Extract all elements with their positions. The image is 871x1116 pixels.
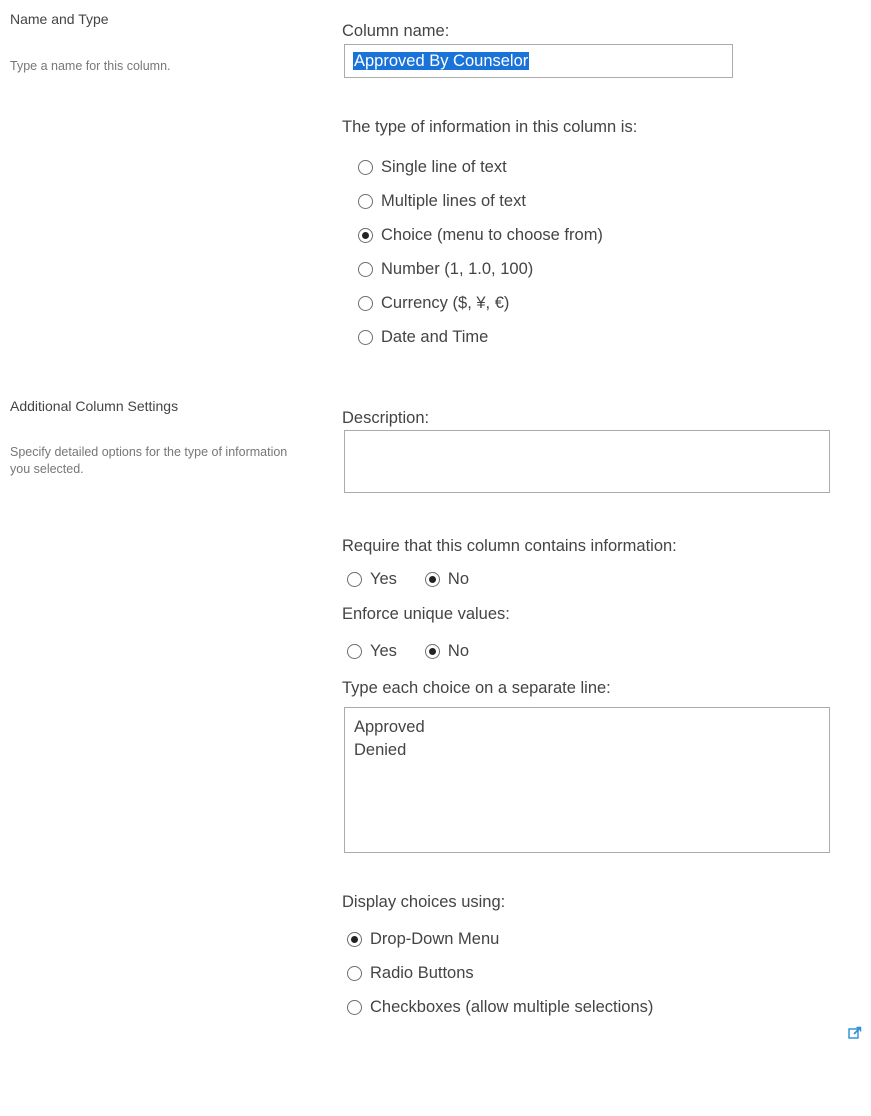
type-option-single-line[interactable] — [358, 150, 603, 184]
display-label: Display choices using: — [342, 893, 506, 911]
radio-icon[interactable] — [358, 296, 373, 311]
radio-icon[interactable] — [347, 572, 362, 587]
section-title-additional: Additional Column Settings — [10, 398, 179, 414]
description-field[interactable] — [344, 430, 830, 493]
radio-icon[interactable] — [358, 194, 373, 209]
radio-icon[interactable] — [358, 262, 373, 277]
require-label: Require that this column contains information: — [342, 537, 677, 555]
type-option-choice[interactable] — [358, 218, 603, 252]
radio-icon[interactable] — [358, 330, 373, 345]
display-radio-group — [347, 922, 653, 1024]
choices-field[interactable] — [344, 707, 830, 853]
radio-icon[interactable] — [347, 644, 362, 659]
unique-yes-option[interactable] — [347, 642, 397, 661]
display-option-radio-buttons[interactable] — [347, 956, 653, 990]
choice-line: Denied — [354, 741, 407, 759]
unique-radio-group — [347, 634, 497, 668]
type-label: The type of information in this column is: — [342, 118, 638, 136]
unique-no-option[interactable] — [425, 642, 469, 661]
radio-icon[interactable] — [358, 160, 373, 175]
display-option-checkboxes[interactable] — [347, 990, 653, 1024]
require-yes-label: Yes — [370, 569, 397, 588]
description-label: Description: — [342, 409, 430, 427]
require-radio-group — [347, 562, 497, 596]
require-no-option[interactable] — [425, 570, 469, 589]
edit-popout-icon[interactable] — [848, 1026, 862, 1040]
display-option-label: Checkboxes (allow multiple selections) — [370, 997, 654, 1016]
column-name-label: Column name: — [342, 22, 450, 40]
require-yes-option[interactable] — [347, 570, 397, 589]
radio-icon[interactable] — [347, 966, 362, 981]
type-radio-group — [358, 150, 603, 354]
unique-label: Enforce unique values: — [342, 605, 510, 623]
unique-no-label: No — [447, 641, 470, 660]
type-option-label: Multiple lines of text — [381, 191, 526, 210]
section-title-name-type: Name and Type — [10, 11, 109, 27]
radio-checked-icon[interactable] — [358, 228, 373, 243]
type-option-currency[interactable] — [358, 286, 603, 320]
type-option-date-time[interactable] — [358, 320, 603, 354]
column-name-value: Approved By Counselor — [354, 52, 529, 70]
type-option-label: Date and Time — [381, 327, 489, 346]
section-description-name-type: Type a name for this column. — [10, 59, 171, 73]
display-option-dropdown[interactable] — [347, 922, 653, 956]
radio-checked-icon[interactable] — [347, 932, 362, 947]
section-description-additional: Specify detailed options for the type of information you selected. — [10, 445, 288, 476]
unique-yes-label: Yes — [370, 641, 397, 660]
type-option-label: Choice (menu to choose from) — [381, 225, 603, 244]
radio-checked-icon[interactable] — [425, 644, 440, 659]
type-option-label: Single line of text — [381, 157, 507, 176]
radio-icon[interactable] — [347, 1000, 362, 1015]
type-option-multiple-lines[interactable] — [358, 184, 603, 218]
column-name-field[interactable] — [344, 44, 733, 78]
require-no-label: No — [447, 569, 470, 588]
choice-line: Approved — [354, 718, 425, 736]
choices-label: Type each choice on a separate line: — [342, 679, 611, 697]
type-option-label: Number (1, 1.0, 100) — [381, 259, 534, 278]
display-option-label: Drop-Down Menu — [370, 929, 500, 948]
type-option-label: Currency ($, ¥, €) — [381, 293, 510, 312]
display-option-label: Radio Buttons — [370, 963, 474, 982]
radio-checked-icon[interactable] — [425, 572, 440, 587]
type-option-number[interactable] — [358, 252, 603, 286]
